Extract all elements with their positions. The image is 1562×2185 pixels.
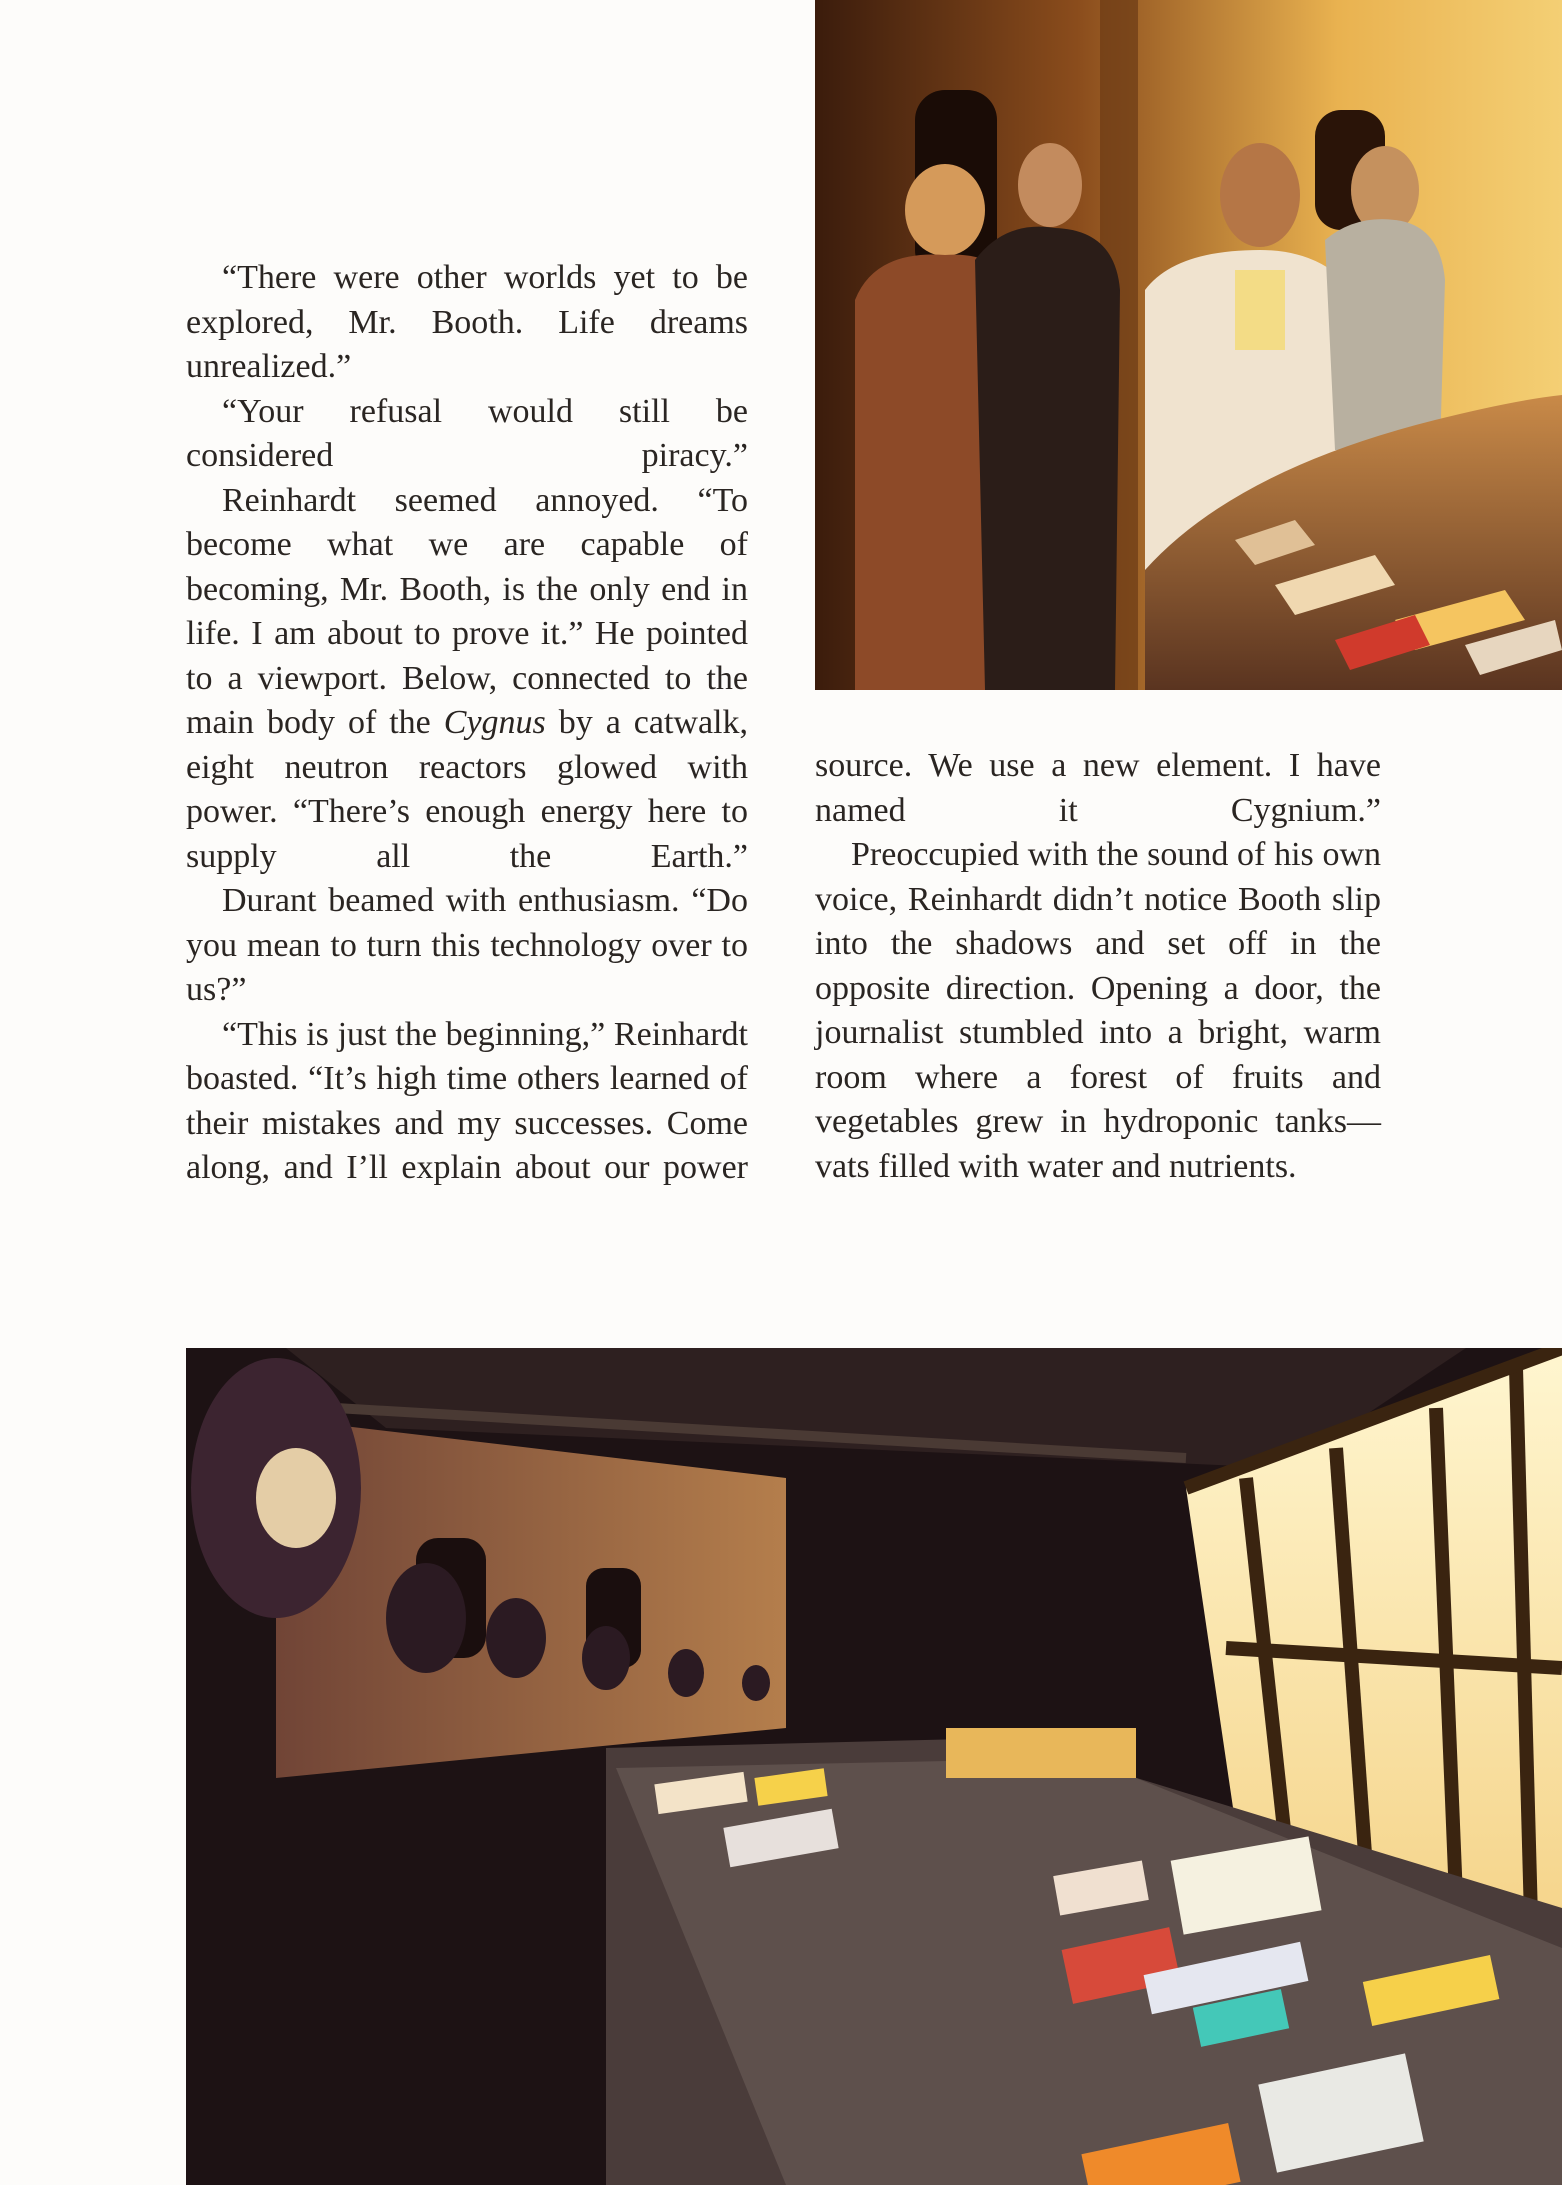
article-column-left (186, 256, 748, 1191)
bridge-scene-illustration (815, 0, 1562, 690)
paragraph: source. We use a new element. I have named it Cygnium.” (815, 747, 1381, 829)
paragraph: “There were other worlds yet to be explored, Mr. Booth. Life dreams unrealized.” (186, 259, 748, 385)
paragraph: Durant beamed with enthusiasm. “Do you mean to turn this technology over to us?” (186, 882, 748, 1008)
paragraph: “This is just the beginning,” Reinhardt boasted. “It’s high time others learned of their mistakes and my successes. Come along, and I’ll explain about our power (186, 1015, 748, 1186)
photo-robot-crew-console (186, 1348, 1562, 2185)
paragraph (186, 479, 748, 880)
italic-ship-name: Cygnus (443, 704, 546, 741)
text-run: by a catwalk, eight neutron reactors glowed with power. “There’s enough energy here to supply all the Earth.” (186, 704, 749, 875)
text-run: Reinhardt seemed annoyed. “To become what we are capable of becoming, Mr. Booth, is the only end in life. I am about to prove it.” He pointed to a viewport. Below, connected to the main body of the (186, 481, 748, 741)
paragraph: “Your refusal would still be considered piracy.” (186, 392, 748, 474)
photo-bridge-characters (815, 0, 1562, 690)
paragraph: Preoccupied with the sound of his own voice, Reinhardt didn’t notice Booth slip into the shadows and set off in the opposite direction. Opening a door, the journalist stumbled into a bright, warm room where a forest of fruits and vegetables grew in hydroponic tanks—vats filled with water and nutrients. (815, 836, 1381, 1185)
console-room-illustration (186, 1348, 1562, 2185)
article-column-right (815, 744, 1381, 1189)
